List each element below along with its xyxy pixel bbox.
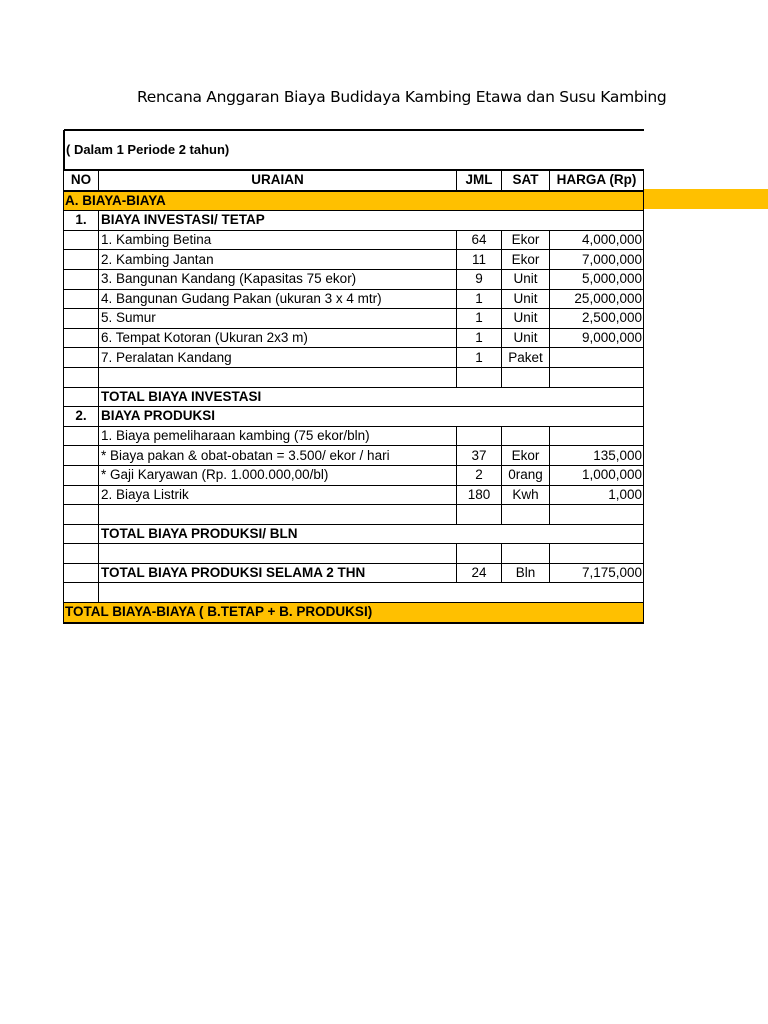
item-uraian: 7. Peralatan Kandang [99,348,457,368]
item-jml: 64 [457,230,502,250]
item-sat: Paket [502,348,550,368]
item-jml: 1 [457,328,502,348]
table-row [64,269,644,289]
item-sat: 0rang [502,465,550,485]
item-uraian: 3. Bangunan Kandang (Kapasitas 75 ekor) [99,269,457,289]
table-row [64,348,644,368]
table-row [64,309,644,329]
item-harga: 1,000 [550,485,644,505]
section-highlight-extension [644,189,768,209]
item-harga: 7,000,000 [550,250,644,270]
item-uraian: * Gaji Karyawan (Rp. 1.000.000,00/bl) [99,465,457,485]
period-label: ( Dalam 1 Periode 2 tahun) [66,142,230,157]
item-sat: Kwh [502,485,550,505]
item-uraian: 5. Sumur [99,309,457,329]
item-sat: Unit [502,309,550,329]
produksi-total-2thn-row [64,563,644,583]
investasi-total-row [64,387,644,407]
left-border [63,130,65,170]
item-jml [457,426,502,446]
table-row [64,465,644,485]
investasi-total-label: TOTAL BIAYA INVESTASI [99,387,644,407]
item-uraian: 2. Kambing Jantan [99,250,457,270]
item-harga [550,426,644,446]
item-sat: Unit [502,269,550,289]
item-jml: 9 [457,269,502,289]
item-sat [502,426,550,446]
empty-row [64,544,644,564]
header-sat: SAT [502,170,550,191]
item-harga: 9,000,000 [550,328,644,348]
empty-row [64,505,644,525]
produksi-header-row [64,407,644,427]
item-jml: 2 [457,465,502,485]
item-uraian: 1. Biaya pemeliharaan kambing (75 ekor/bln) [99,426,457,446]
produksi-total-2thn-jml: 24 [457,563,502,583]
item-jml: 180 [457,485,502,505]
produksi-total-bln-row [64,524,644,544]
item-uraian: 2. Biaya Listrik [99,485,457,505]
item-uraian: 4. Bangunan Gudang Pakan (ukuran 3 x 4 mtr) [99,289,457,309]
item-harga [550,348,644,368]
item-sat: Unit [502,289,550,309]
item-sat: Ekor [502,446,550,466]
investasi-no: 1. [64,211,99,231]
empty-row [64,367,644,387]
header-uraian: URAIAN [99,170,457,191]
empty-row [64,583,644,603]
item-harga: 2,500,000 [550,309,644,329]
table-row [64,230,644,250]
item-jml: 37 [457,446,502,466]
item-uraian: 6. Tempat Kotoran (Ukuran 2x3 m) [99,328,457,348]
item-sat: Ekor [502,250,550,270]
table-row [64,446,644,466]
item-harga: 4,000,000 [550,230,644,250]
produksi-total-2thn-label: TOTAL BIAYA PRODUKSI SELAMA 2 THN [99,563,457,583]
item-uraian: 1. Kambing Betina [99,230,457,250]
header-row [64,170,644,191]
header-harga: HARGA (Rp) [550,170,644,191]
table-row [64,426,644,446]
investasi-title: BIAYA INVESTASI/ TETAP [99,211,644,231]
produksi-total-bln-label: TOTAL BIAYA PRODUKSI/ BLN [99,524,644,544]
item-uraian: * Biaya pakan & obat-obatan = 3.500/ ekor / hari [99,446,457,466]
top-border [64,129,644,131]
item-harga: 1,000,000 [550,465,644,485]
produksi-no: 2. [64,407,99,427]
section-a-label: A. BIAYA-BIAYA [64,191,644,211]
produksi-title: BIAYA PRODUKSI [99,407,644,427]
section-a-row [64,191,644,211]
item-harga: 135,000 [550,446,644,466]
item-harga: 5,000,000 [550,269,644,289]
item-sat: Unit [502,328,550,348]
produksi-total-2thn-harga: 7,175,000 [550,563,644,583]
item-harga: 25,000,000 [550,289,644,309]
budget-table [63,169,644,624]
table-row [64,328,644,348]
item-jml: 1 [457,289,502,309]
grand-total-row [64,603,644,623]
header-jml: JML [457,170,502,191]
table-row [64,485,644,505]
produksi-total-2thn-sat: Bln [502,563,550,583]
header-no: NO [64,170,99,191]
table-row [64,250,644,270]
item-jml: 1 [457,309,502,329]
item-jml: 11 [457,250,502,270]
table-row [64,289,644,309]
item-jml: 1 [457,348,502,368]
item-sat: Ekor [502,230,550,250]
grand-total-label: TOTAL BIAYA-BIAYA ( B.TETAP + B. PRODUKSI) [64,603,644,623]
investasi-header-row [64,211,644,231]
